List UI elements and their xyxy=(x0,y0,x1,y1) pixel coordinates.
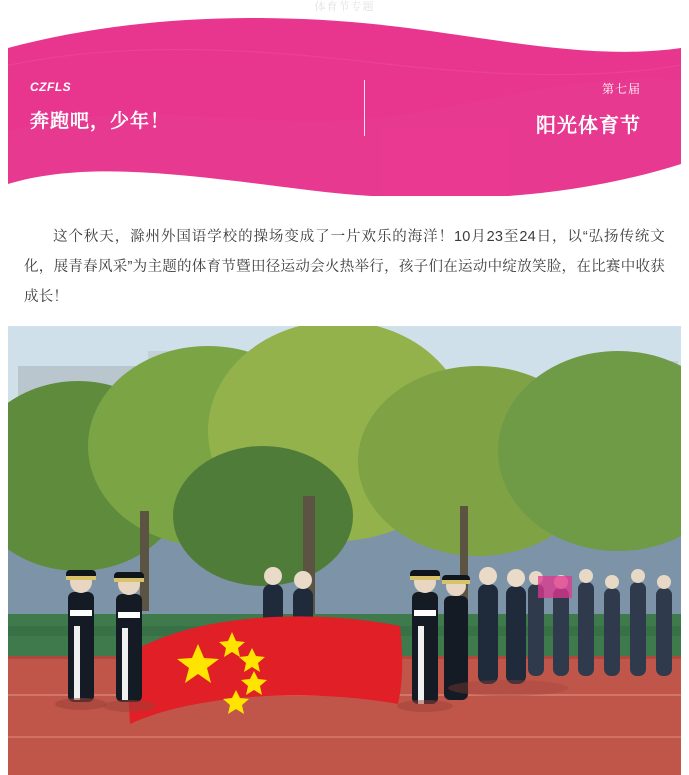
banner-content xyxy=(8,18,681,196)
photo-illustration xyxy=(8,326,681,775)
top-strip xyxy=(0,0,689,18)
top-note: 体育节专题 xyxy=(314,1,375,13)
header-banner xyxy=(8,18,681,196)
banner-right-block xyxy=(536,80,641,138)
article-paragraph: 这个秋天，滁州外国语学校的操场变成了一片欢乐的海洋！10月23至24日，以“弘扬传统文化，展青春风采”为主题的体育节暨田径运动会火热举行，孩子们在运动中绽放笑脸，在比赛中收获成长！ xyxy=(24,229,665,305)
event-name: 阳光体育节 xyxy=(536,115,641,137)
article-photo xyxy=(8,326,681,775)
banner-slogan: 奔跑吧，少年！ xyxy=(30,111,171,132)
school-abbr: CZFLS xyxy=(30,80,72,94)
banner-divider xyxy=(364,80,365,136)
banner-left-block xyxy=(30,80,170,133)
event-edition: 第七届 xyxy=(601,82,641,96)
